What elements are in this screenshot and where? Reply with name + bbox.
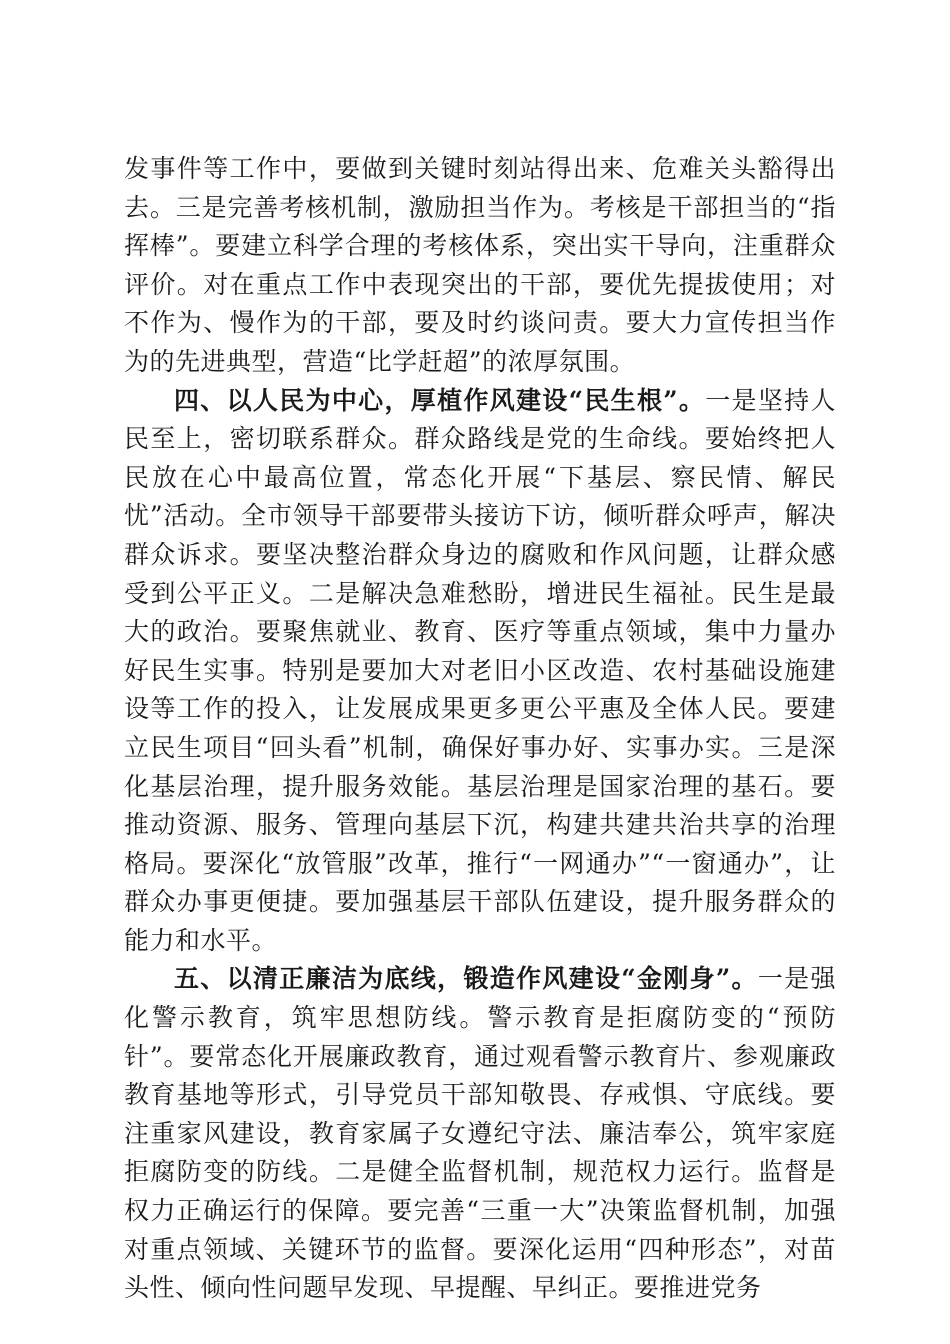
section-heading-five: 五、以清正廉洁为底线，锻造作风建设“金刚身”。 xyxy=(174,964,758,994)
paragraph-section-four xyxy=(124,382,836,961)
paragraph-text: 一是强化警示教育，筑牢思想防线。警示教育是拒腐防变的“预防针”。要常态化开展廉政教育，通过观看警示教育片、参观廉政教育基地等形式，引导党员干部知敬畏、存戒惧、守底线。要注重家风建设，教育家属子女遵纪守法、廉洁奉公，筑牢家庭拒腐防变的防线。二是健全监督机制，规范权力运行。监督是权力正确运行的保障。要完善“三重一大”决策监督机制，加强对重点领域、关键环节的监督。要深化运用“四种形态”，对苗头性、倾向性问题早发现、早提醒、早纠正。要推进党务 xyxy=(124,964,836,1303)
paragraph-text: 一是坚持人民至上，密切联系群众。群众路线是党的生命线。要始终把人民放在心中最高位置，常态化开展“下基层、察民情、解民忧”活动。全市领导干部要带头接访下访，倾听群众呼声，解决群众诉求。要坚决整治群众身边的腐败和作风问题，让群众感受到公平正义。二是解决急难愁盼，增进民生福祉。民生是最大的政治。要聚焦就业、教育、医疗等重点领域，集中力量办好民生实事。特别是要加大对老旧小区改造、农村基础设施建设等工作的投入，让发展成果更多更公平惠及全体人民。要建立民生项目“回头看”机制，确保好事办好、实事办实。三是深化基层治理，提升服务效能。基层治理是国家治理的基石。要推动资源、服务、管理向基层下沉，构建共建共治共享的治理格局。要深化“放管服”改革，推行“一网通办”“一窗通办”，让群众办事更便捷。要加强基层干部队伍建设，提升服务群众的能力和水平。 xyxy=(124,385,836,955)
paragraph-text: 发事件等工作中，要做到关键时刻站得出来、危难关头豁得出去。三是完善考核机制，激励担当作为。考核是干部担当的“指挥棒”。要建立科学合理的考核体系，突出实干导向，注重群众评价。对在重点工作中表现突出的干部，要优先提拔使用；对不作为、慢作为的干部，要及时约谈问责。要大力宣传担当作为的先进典型，营造“比学赶超”的浓厚氛围。 xyxy=(124,154,836,376)
paragraph-section-five xyxy=(124,960,836,1307)
document-body xyxy=(124,150,836,1308)
section-heading-four: 四、以人民为中心，厚植作风建设“民生根”。 xyxy=(174,385,706,415)
paragraph-continuation xyxy=(124,150,836,382)
